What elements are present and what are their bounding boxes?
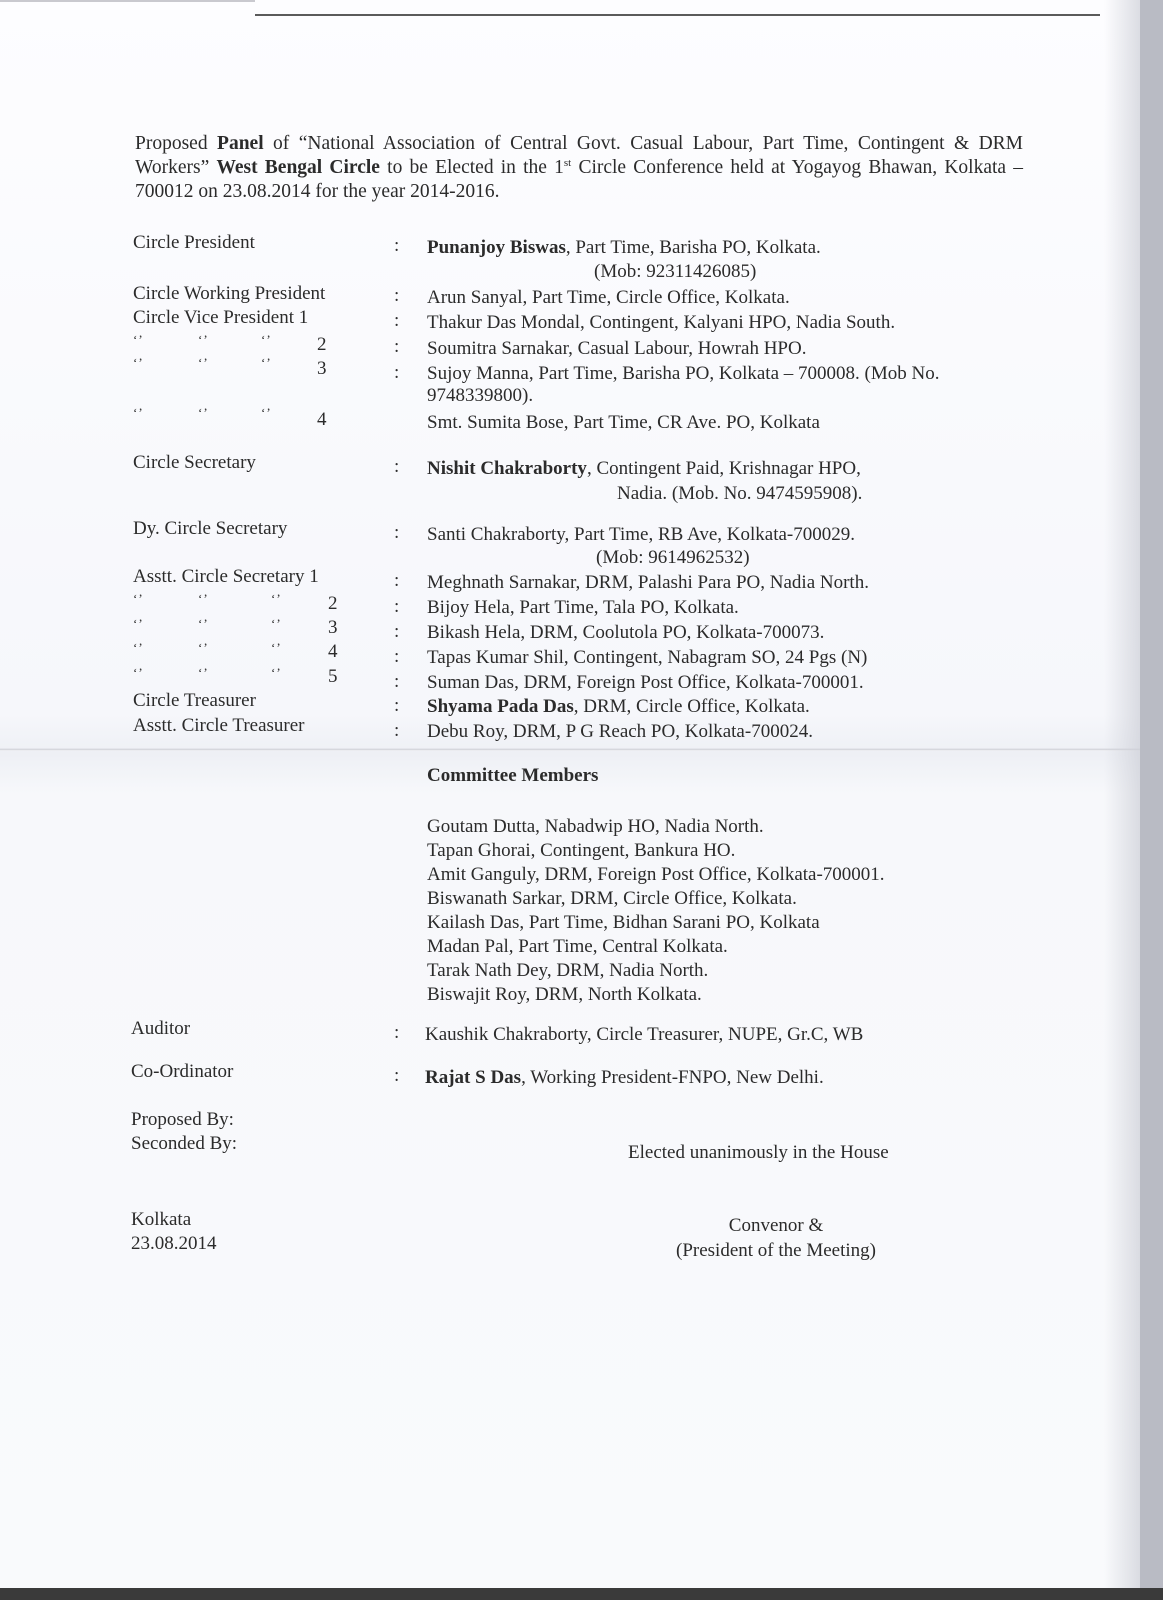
ditto-mark: ‘’ [133,640,144,655]
ditto-mark: ‘’ [133,591,144,606]
value-asstt-circle-secretary-4: Tapas Kumar Shil, Contingent, Nabagram SO, 24 Pgs (N) [427,647,868,668]
value-auditor: Kaushik Chakraborty, Circle Treasurer, NUPE, Gr.C, WB [425,1024,864,1045]
ditto-mark: ‘’ [198,332,209,347]
label-vice-president-1: Circle Vice President 1 [133,307,309,328]
scan-edge-bottom [0,1588,1163,1600]
date-text: 23.08.2014 [131,1233,217,1254]
colon: : [394,362,400,383]
ditto-mark: ‘’ [261,355,272,370]
dy-secretary-mobile: (Mob: 9614962532) [596,547,750,568]
ditto-mark: ‘’ [271,616,282,631]
ditto-mark: ‘’ [198,355,209,370]
label-circle-secretary: Circle Secretary [133,452,256,473]
colon: : [394,570,400,591]
colon: : [394,1022,400,1043]
label-asstt-circle-secretary-1: Asstt. Circle Secretary 1 [133,566,319,587]
elected-unanimously-text: Elected unanimously in the House [628,1142,889,1163]
value-vice-president-4: Smt. Sumita Bose, Part Time, CR Ave. PO, Kolkata [427,412,820,433]
vice-president-3-mobile: 9748339800). [427,385,534,406]
colon: : [394,646,400,667]
committee-member: Madan Pal, Part Time, Central Kolkata. [427,936,728,957]
committee-member: Tapan Ghorai, Contingent, Bankura HO. [427,840,736,861]
president-mobile: (Mob: 92311426085) [594,261,757,282]
ditto-mark: ‘’ [261,332,272,347]
label-circle-treasurer: Circle Treasurer [133,690,256,711]
convenor-title: Convenor & [728,1215,824,1236]
value-circle-treasurer: Shyama Pada Das, DRM, Circle Office, Kolkata. [427,696,810,717]
value-working-president: Arun Sanyal, Part Time, Circle Office, Kolkata. [427,287,790,308]
place-text: Kolkata [131,1209,192,1230]
committee-member: Tarak Nath Dey, DRM, Nadia North. [427,960,709,981]
colon: : [394,695,400,716]
scan-edge-right [1140,0,1163,1600]
colon: : [394,621,400,642]
value-asstt-circle-secretary-5: Suman Das, DRM, Foreign Post Office, Kolkata-700001. [427,672,864,693]
value-asstt-circle-secretary-1: Meghnath Sarnakar, DRM, Palashi Para PO, Nadia North. [427,572,869,593]
label-auditor: Auditor [131,1018,191,1039]
ditto-mark: ‘’ [271,665,282,680]
committee-member: Goutam Dutta, Nabadwip HO, Nadia North. [427,816,764,837]
value-asstt-circle-secretary-3: Bikash Hela, DRM, Coolutola PO, Kolkata-700073. [427,622,825,643]
ditto-mark: ‘’ [271,591,282,606]
colon: : [394,596,400,617]
proposed-by-label: Proposed By: [131,1109,234,1130]
colon: : [394,310,400,331]
ditto-mark: ‘’ [198,405,209,420]
value-asstt-circle-secretary-2: Bijoy Hela, Part Time, Tala PO, Kolkata. [427,597,739,618]
value-co-ordinator: Rajat S Das, Working President-FNPO, New Delhi. [425,1067,824,1088]
value-dy-circle-secretary: Santi Chakraborty, Part Time, RB Ave, Kolkata-700029. [427,524,856,545]
ditto-mark: ‘’ [261,405,272,420]
ditto-mark: ‘’ [133,332,144,347]
asstt-secretary-number: 3 [328,617,338,638]
colon: : [394,720,400,741]
vice-president-number: 4 [317,409,327,430]
committee-member: Biswajit Roy, DRM, North Kolkata. [427,984,702,1005]
top-rule [255,14,1100,16]
vice-president-number: 3 [317,358,327,379]
label-asstt-circle-treasurer: Asstt. Circle Treasurer [133,715,305,736]
page-edge-shadow [1104,0,1140,1588]
paper-fold-crease [0,748,1140,751]
value-vice-president-3: Sujoy Manna, Part Time, Barisha PO, Kolkata – 700008. (Mob No. [427,363,940,384]
vice-president-number: 2 [317,334,327,355]
asstt-secretary-number: 5 [328,666,338,687]
ditto-mark: ‘’ [198,640,209,655]
committee-member: Biswanath Sarkar, DRM, Circle Office, Kolkata. [427,888,797,909]
value-circle-secretary: Nishit Chakraborty, Contingent Paid, Krishnagar HPO, [427,458,861,479]
label-dy-circle-secretary: Dy. Circle Secretary [133,518,288,539]
colon: : [394,336,400,357]
colon: : [394,456,400,477]
ditto-mark: ‘’ [198,665,209,680]
label-co-ordinator: Co-Ordinator [131,1061,234,1082]
label-circle-president: Circle President [133,232,255,253]
value-vice-president-1: Thakur Das Mondal, Contingent, Kalyani HPO, Nadia South. [427,312,896,333]
value-circle-president: Punanjoy Biswas, Part Time, Barisha PO, Kolkata. [427,237,821,258]
seconded-by-label: Seconded By: [131,1133,238,1154]
committee-member: Amit Ganguly, DRM, Foreign Post Office, Kolkata-700001. [427,864,885,885]
intro-paragraph: Proposed Panel of “National Association of Central Govt. Casual Labour, Part Time, Contingent & DRM Workers” West Bengal Circle to be Elected in the 1st Circle Conference held at Yogayog Bhawan, Kolkata – 700012 on 23.08.2014 for the year 2014-2016. [135,133,1024,202]
colon: : [394,235,400,256]
colon: : [394,522,400,543]
secretary-mobile: Nadia. (Mob. No. 9474595908). [617,483,863,504]
asstt-secretary-number: 4 [328,641,338,662]
value-asstt-circle-treasurer: Debu Roy, DRM, P G Reach PO, Kolkata-700024. [427,721,813,742]
colon: : [394,671,400,692]
ditto-mark: ‘’ [271,640,282,655]
ditto-mark: ‘’ [133,355,144,370]
colon: : [394,285,400,306]
ditto-mark: ‘’ [133,616,144,631]
ditto-mark: ‘’ [133,405,144,420]
ditto-mark: ‘’ [198,616,209,631]
committee-member: Kailash Das, Part Time, Bidhan Sarani PO, Kolkata [427,912,820,933]
ditto-mark: ‘’ [133,665,144,680]
president-of-meeting-title: (President of the Meeting) [676,1240,876,1261]
label-working-president: Circle Working President [133,283,326,304]
committee-members-heading: Committee Members [427,765,599,786]
colon: : [394,1065,400,1086]
asstt-secretary-number: 2 [328,593,338,614]
value-vice-president-2: Soumitra Sarnakar, Casual Labour, Howrah HPO. [427,338,807,359]
ditto-mark: ‘’ [198,591,209,606]
top-edge-line [0,0,255,2]
